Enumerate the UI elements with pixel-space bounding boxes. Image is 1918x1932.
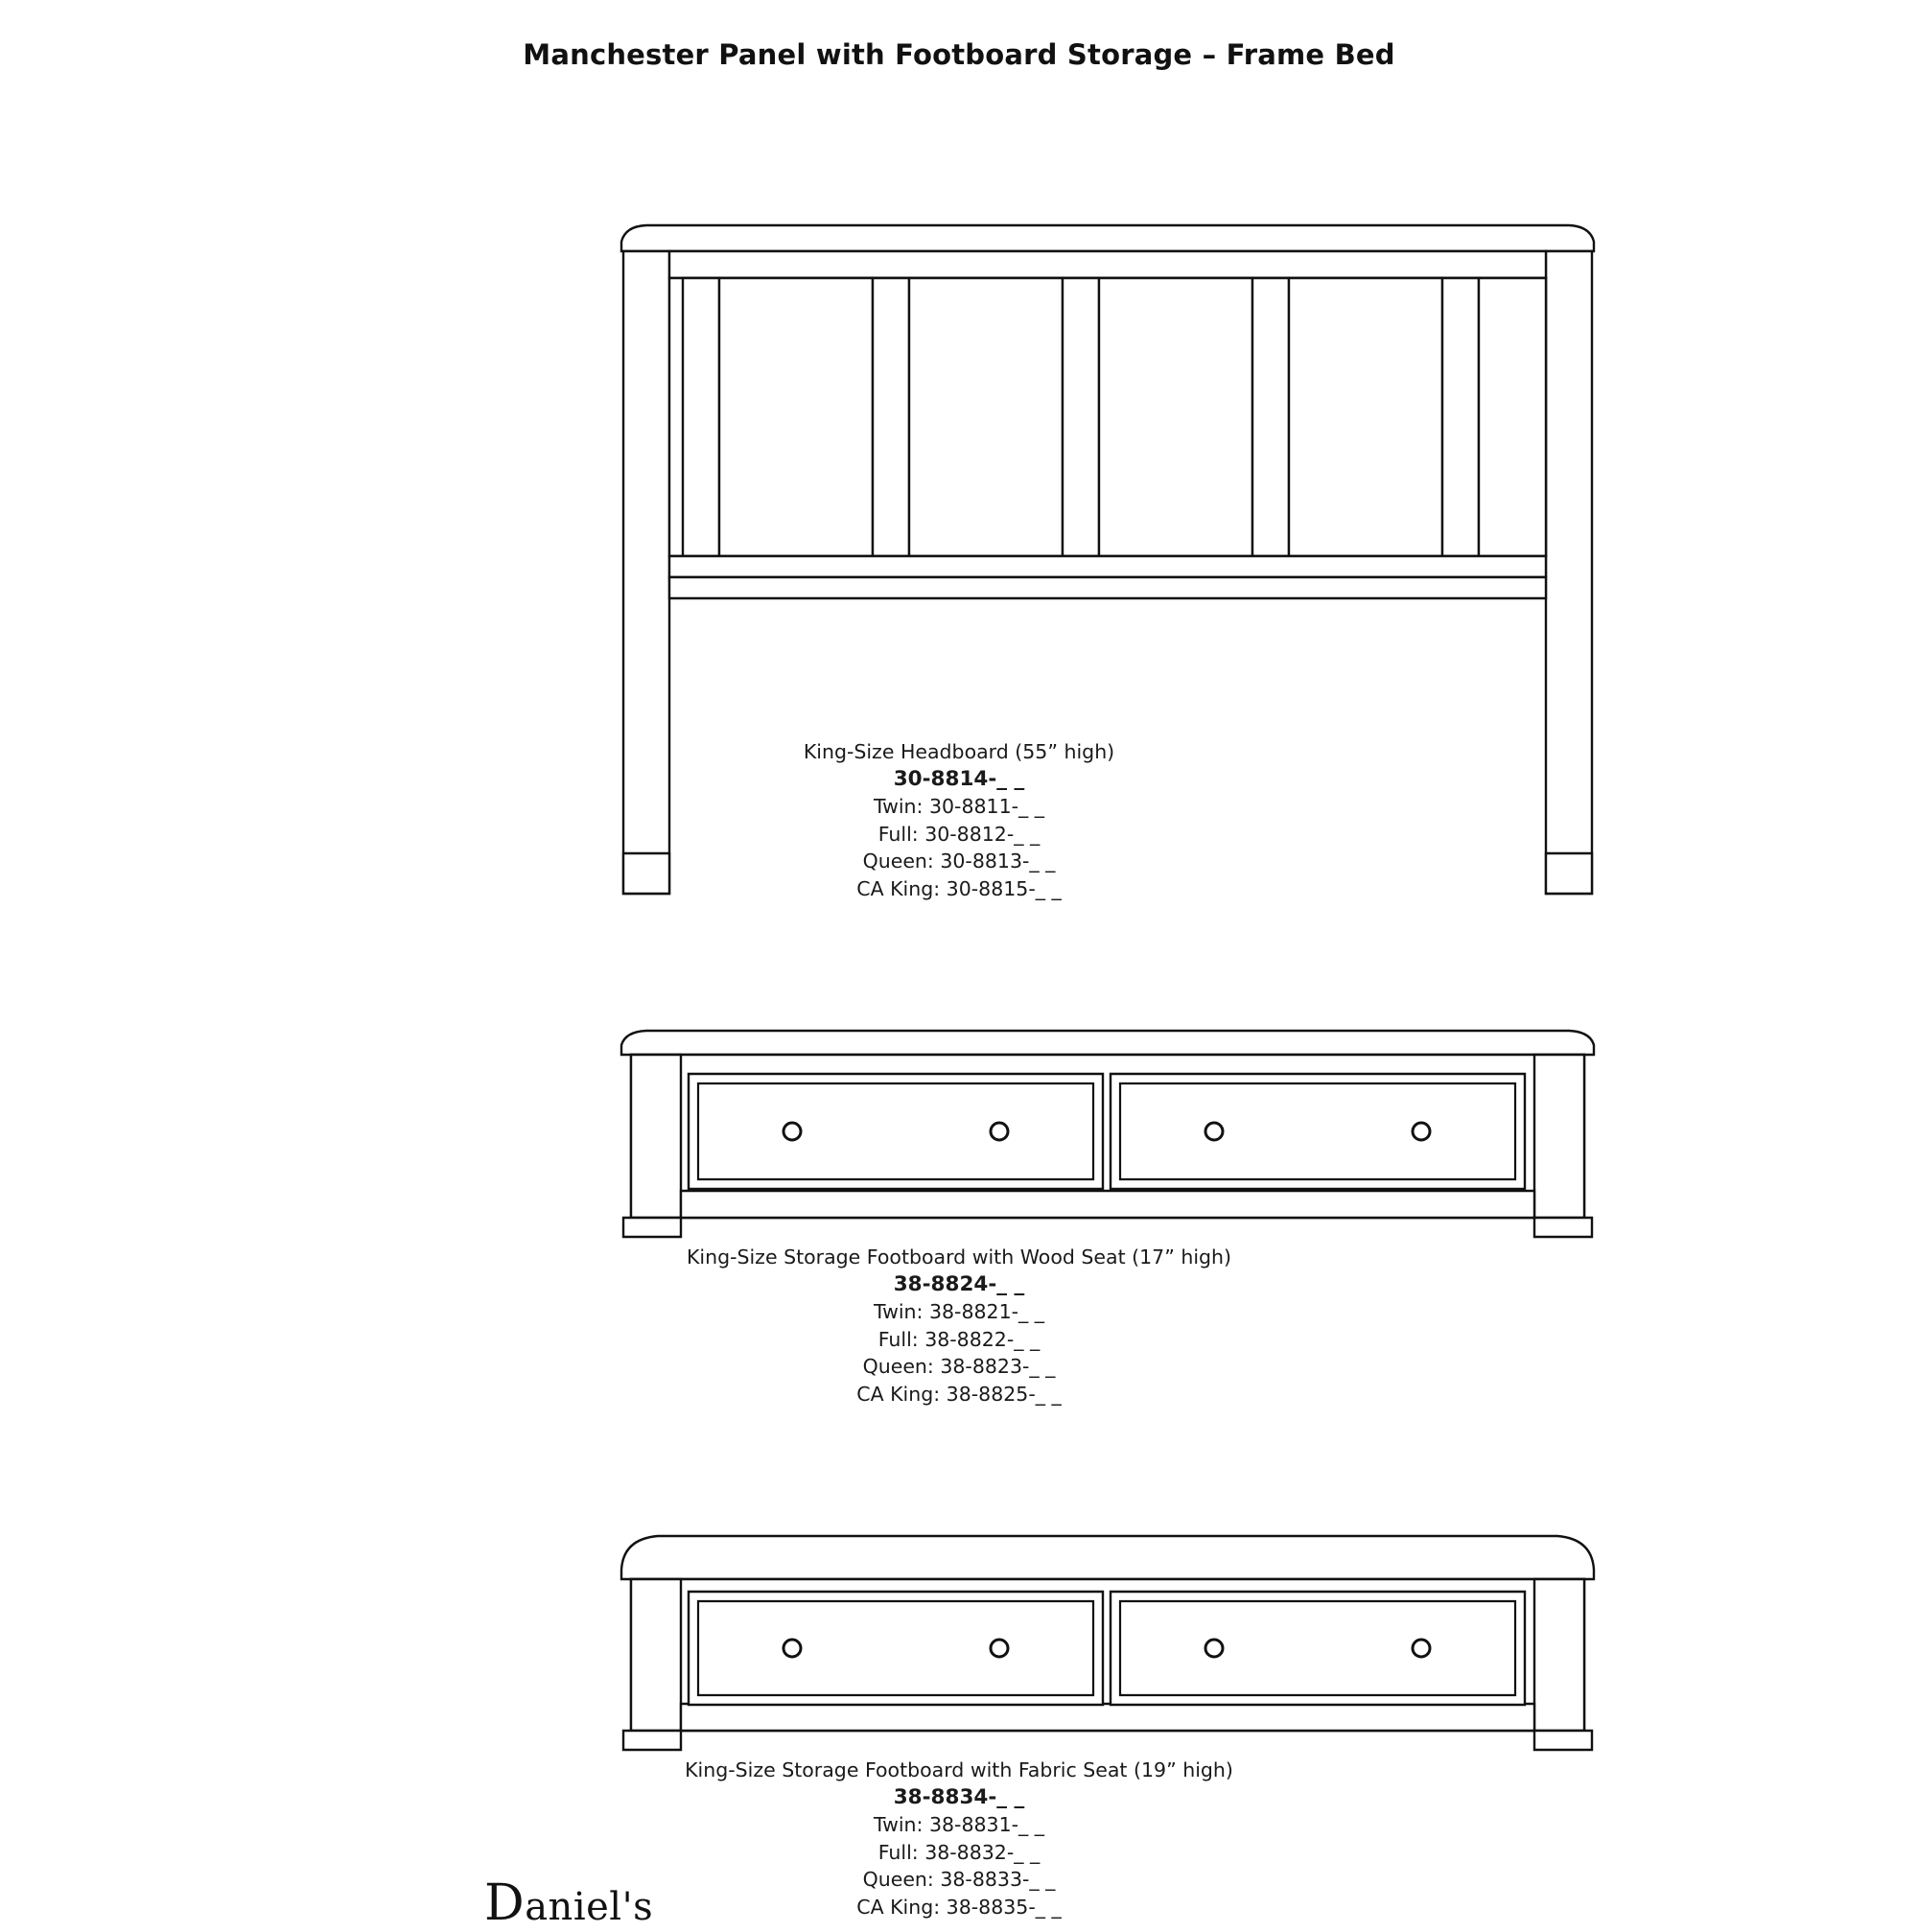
- headboard-size-twin: Twin: 30-8811-_ _: [873, 795, 1045, 818]
- page-title: Manchester Panel with Footboard Storage – Frame Bed: [523, 38, 1395, 71]
- footboard-fabric-size-full: Full: 38-8832-_ _: [877, 1840, 1041, 1864]
- footboard-wood-caption: [527, 1244, 1391, 1408]
- footboard-wood-size-queen: Queen: 38-8823-_ _: [862, 1355, 1056, 1378]
- footboard-wood-caption-title: King-Size Storage Footboard with Wood Seat (17” high): [686, 1245, 1232, 1269]
- headboard-main-code: 30-8814-_ _: [893, 766, 1025, 791]
- footboard-wood-size-full: Full: 38-8822-_ _: [877, 1327, 1041, 1351]
- footboard-wood-size-twin: Twin: 38-8821-_ _: [873, 1300, 1045, 1323]
- footboard-fabric-main-code: 38-8834-_ _: [893, 1784, 1025, 1809]
- headboard-size-full: Full: 30-8812-_ _: [877, 822, 1041, 846]
- footboard-fabric-size-caking: CA King: 38-8835-_ _: [856, 1895, 1062, 1919]
- headboard-size-queen: Queen: 30-8813-_ _: [862, 850, 1056, 873]
- footboard-wood-size-caking: CA King: 38-8825-_ _: [856, 1382, 1062, 1406]
- brand-logo: [484, 1874, 653, 1932]
- footboard-fabric-caption: [527, 1757, 1391, 1920]
- footboard-fabric-size-twin: Twin: 38-8831-_ _: [873, 1813, 1045, 1836]
- footboard-fabric-caption-title: King-Size Storage Footboard with Fabric Seat (19” high): [685, 1758, 1233, 1781]
- headboard-caption: [527, 738, 1391, 902]
- brand-logo-initial: D: [484, 1874, 526, 1932]
- headboard-size-caking: CA King: 30-8815-_ _: [856, 876, 1062, 900]
- headboard-caption-title: King-Size Headboard (55” high): [803, 740, 1115, 763]
- footboard-fabric-size-queen: Queen: 38-8833-_ _: [862, 1868, 1056, 1891]
- footboard-wood-seat-illustration: [614, 1026, 1602, 1242]
- footboard-fabric-seat-illustration: [614, 1529, 1602, 1755]
- footboard-wood-main-code: 38-8824-_ _: [893, 1271, 1025, 1296]
- brand-logo-text: aniel's: [525, 1885, 654, 1929]
